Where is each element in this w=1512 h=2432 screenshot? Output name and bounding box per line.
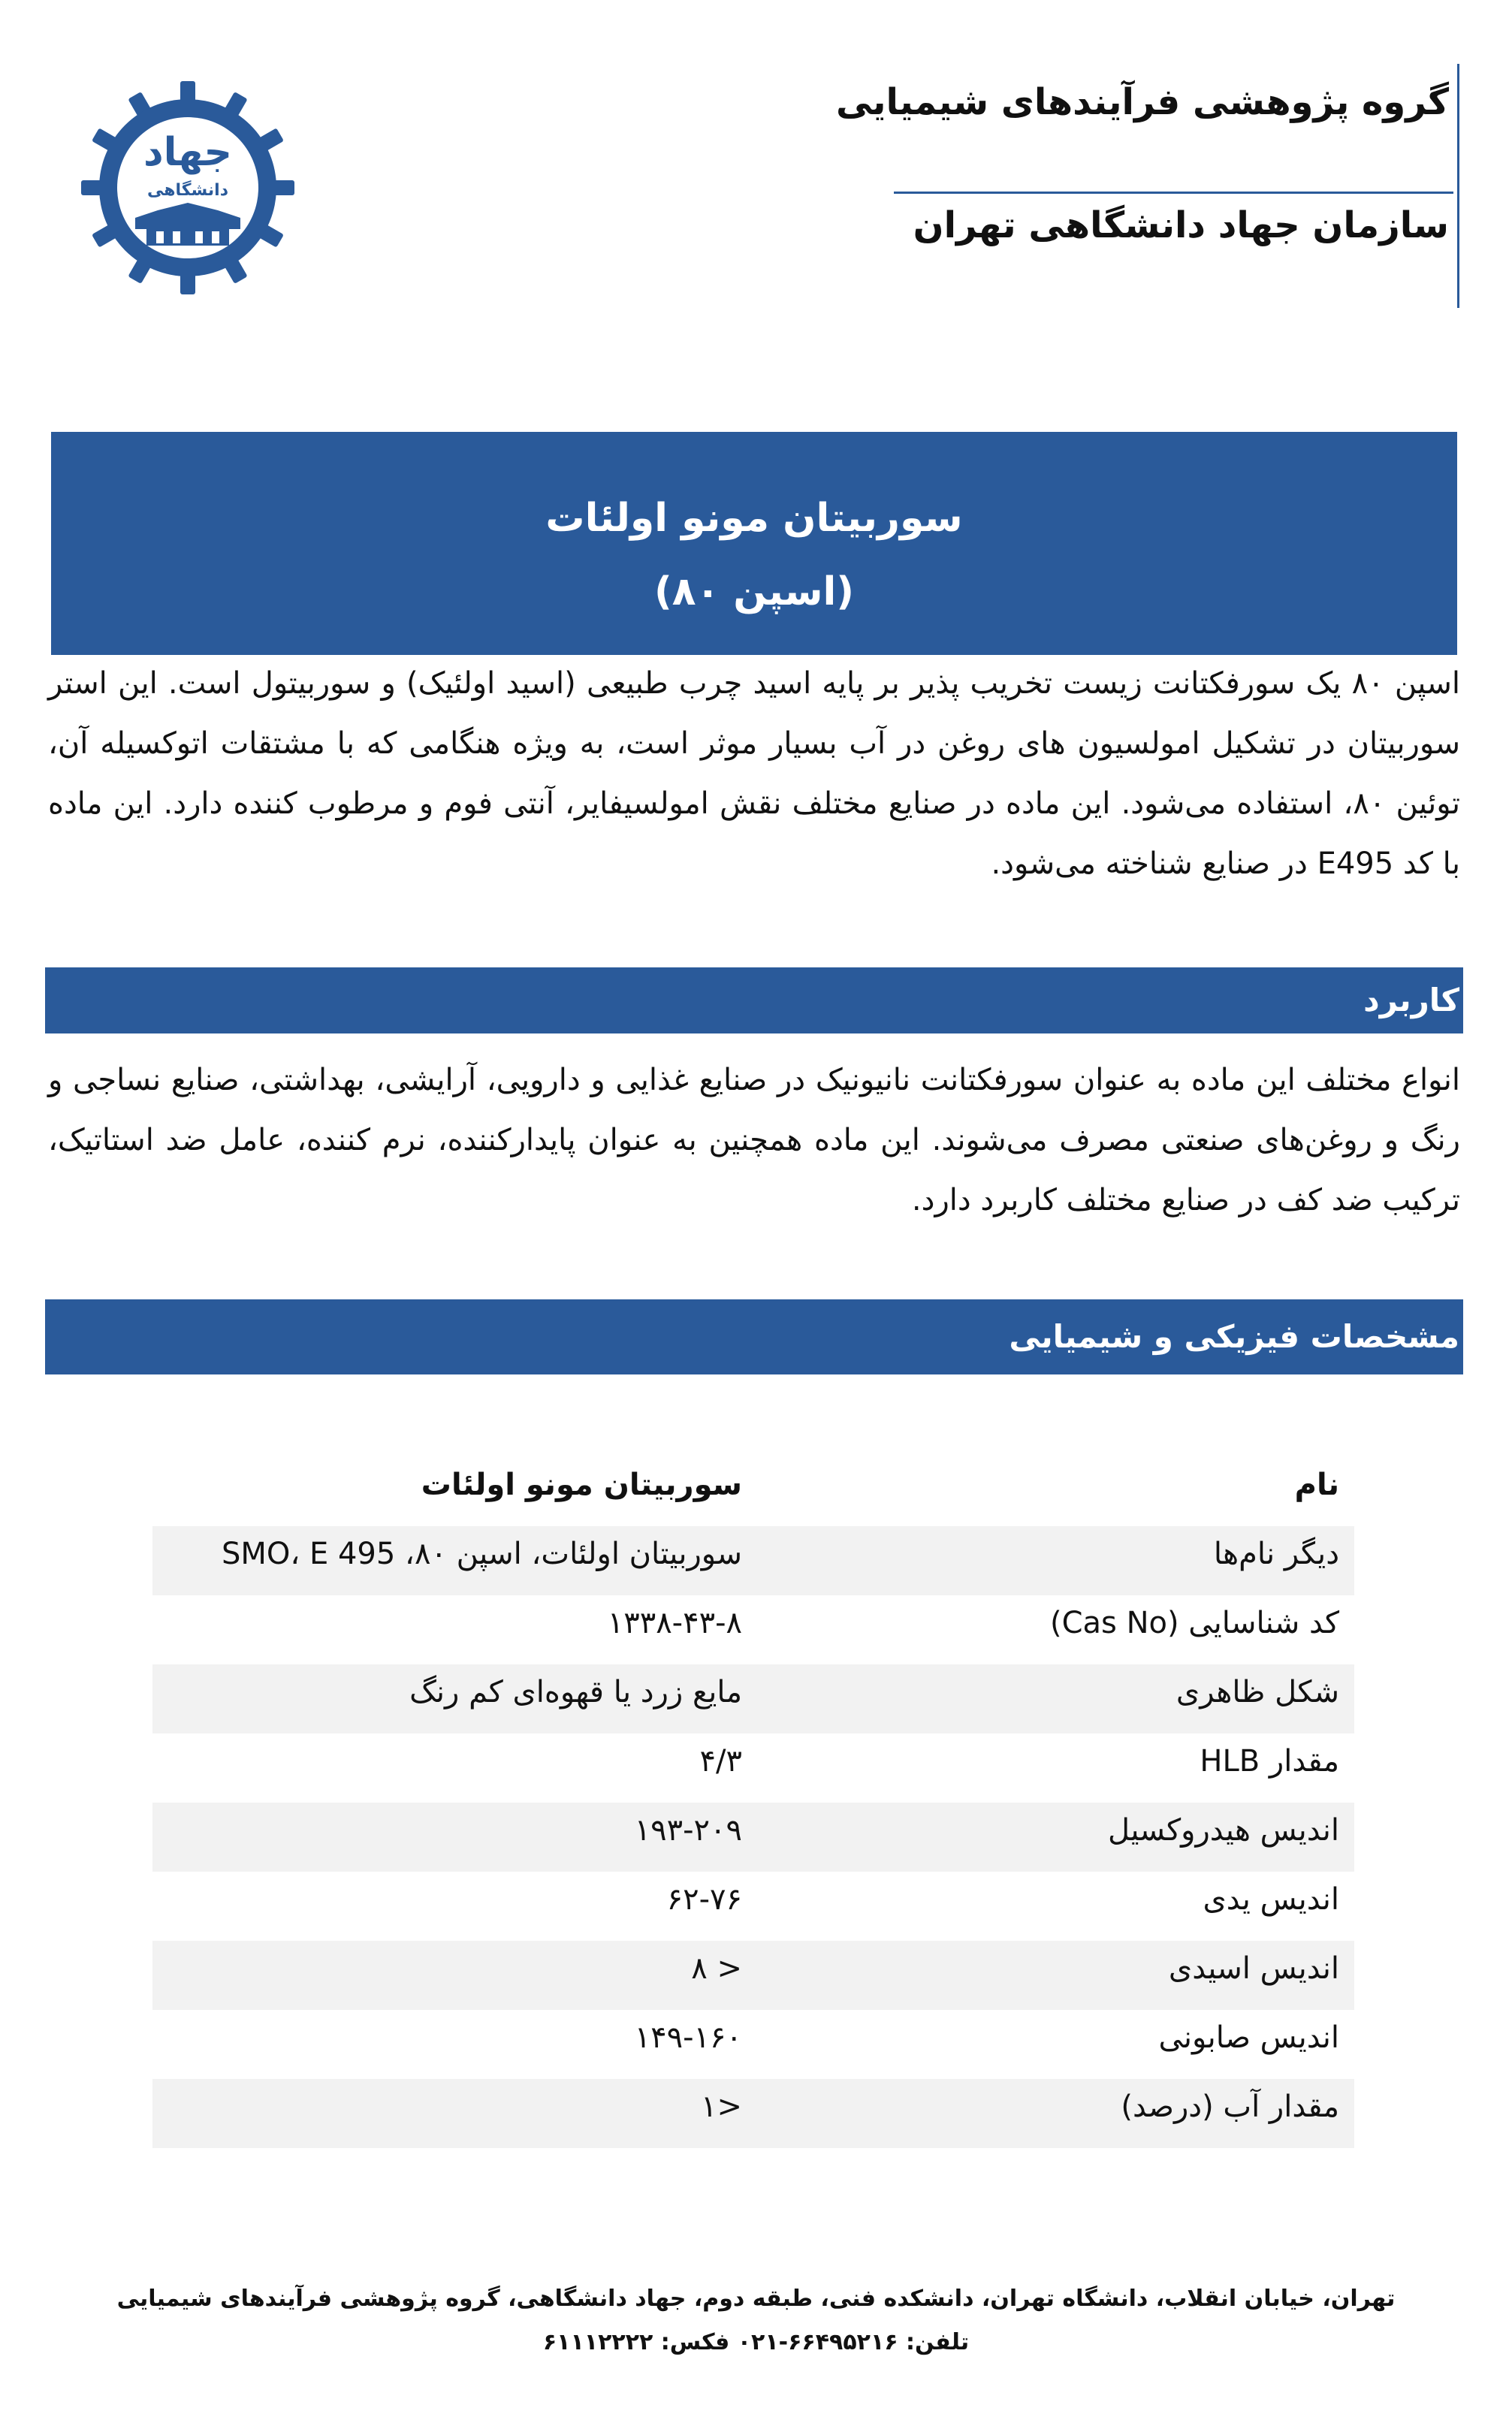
property-value: ۱۹۳-۲۰۹: [634, 1813, 742, 1848]
header-vertical-divider: [1457, 64, 1459, 308]
table-row: [152, 1595, 1354, 1664]
section-heading-properties: مشخصات فیزیکی و شیمیایی: [45, 1299, 1463, 1374]
property-name: نام: [1294, 1468, 1339, 1502]
property-value: ۱۴۹-۱۶۰: [634, 2020, 742, 2055]
table-row: [152, 1526, 1354, 1595]
property-name: مقدار آب (درصد): [1121, 2090, 1339, 2124]
property-value: ۱>: [701, 2090, 742, 2124]
property-name: کد شناسایی (Cas No): [1049, 1606, 1339, 1640]
jahad-logo: [75, 75, 300, 300]
organization-name: سازمان جهاد دانشگاهی تهران: [913, 204, 1449, 246]
property-value: ۴/۳: [699, 1744, 742, 1779]
property-name: اندیس اسیدی: [1168, 1951, 1339, 1986]
table-row: [152, 1872, 1354, 1941]
logo-subtext: دانشگاهی: [146, 181, 229, 200]
header-divider: [894, 192, 1453, 194]
document-title: سوربیتان مونو اولئات: [545, 496, 963, 541]
table-row: [152, 1803, 1354, 1872]
table-row: [152, 2079, 1354, 2148]
title-banner: [51, 432, 1457, 655]
organization-group-name: گروه پژوهشی فرآیندهای شیمیایی: [835, 81, 1449, 123]
table-row: [152, 1664, 1354, 1733]
property-name: اندیس یدی: [1203, 1882, 1339, 1917]
document-subtitle: (اسپن ۸۰): [653, 569, 855, 614]
footer: [0, 2277, 1512, 2364]
usage-paragraph: انواع مختلف این ماده به عنوان سورفکتانت نانیونیک در صنایع غذایی و دارویی، آرایشی، بهداشتی، صنایع نساجی و رنگ و روغن‌های صنعتی مصرف می‌شوند. این ماده همچنین به عنوان پایدارکننده، نرم کننده، عامل ضد استاتیک، ترکیب ضد کف در صنایع مختلف کاربرد دارد.: [48, 1063, 1460, 1218]
table-row: [152, 2010, 1354, 2079]
intro-paragraph: اسپن ۸۰ یک سورفکتانت زیست تخریب پذیر بر پایه اسید چرب طبیعی (اسید اولئیک) و سوربیتول است. این استر سوربیتان در تشکیل امولسیون های روغن در آب بسیار موثر است، به ویژه هنگامی که با مشتقات اتوکسیله آن، توئین ۸۰، استفاده می‌شود. این ماده در صنایع مختلف نقش امولسیفایر، آنتی فوم و مرطوب کننده دارد. این ماده با کد E495 در صنایع شناخته می‌شود.: [48, 666, 1460, 881]
properties-table: [152, 1457, 1354, 2148]
property-value: ۸ >: [691, 1951, 742, 1986]
table-row: [152, 1941, 1354, 2010]
table-header-row: [152, 1457, 1354, 1526]
section-heading-usage: کاربرد: [45, 967, 1463, 1033]
property-name: اندیس هیدروکسیل: [1108, 1813, 1339, 1848]
property-name: اندیس صابونی: [1158, 2020, 1339, 2055]
footer-contact: تلفن: ۶۶۴۹۵۲۱۶-۰۲۱ فکس: ۶۱۱۱۲۲۲۲: [542, 2329, 970, 2355]
property-name: شکل ظاهری: [1175, 1675, 1339, 1709]
property-value: ۱۳۳۸-۴۳-۸: [607, 1606, 742, 1640]
property-value: مایع زرد یا قهوه‌ای کم رنگ: [409, 1675, 742, 1709]
property-value: ۶۲-۷۶: [666, 1882, 742, 1917]
property-name: دیگر نام‌ها: [1213, 1537, 1339, 1571]
logo-text: جهاد: [143, 130, 233, 175]
property-name: مقدار HLB: [1200, 1744, 1339, 1779]
property-value: سوربیتان اولئات، اسپن ۸۰، SMO، E 495: [221, 1537, 742, 1571]
property-value: سوربیتان مونو اولئات: [421, 1468, 742, 1502]
table-row: [152, 1733, 1354, 1803]
footer-address: تهران، خیابان انقلاب، دانشگاه تهران، دانشکده فنی، طبقه دوم، جهاد دانشگاهی، گروه پژوهشی فرآیندهای شیمیایی: [116, 2286, 1396, 2312]
